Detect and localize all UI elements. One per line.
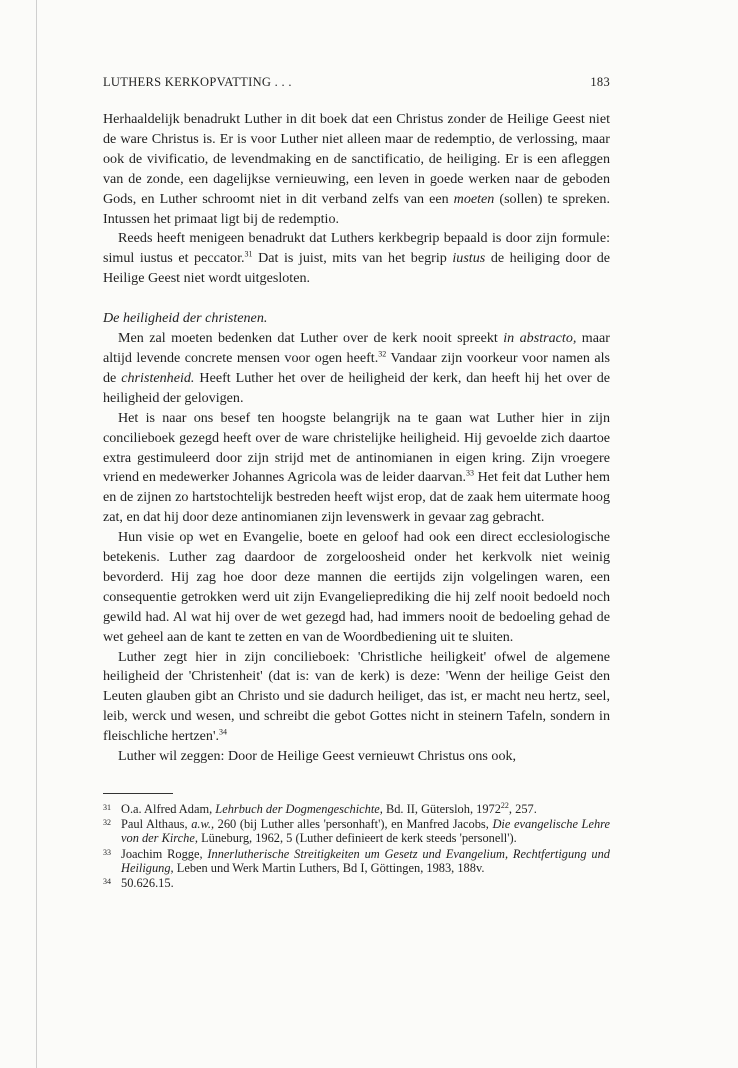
- text-run: O.a. Alfred Adam,: [121, 802, 216, 816]
- footnote-separator: [103, 793, 173, 794]
- text-run: Paul Althaus,: [121, 817, 192, 832]
- footnote-31: 31 O.a. Alfred Adam, Lehrbuch der Dogmengeschichte, Bd. II, Gütersloh, 1972$^{22}$, 257.: [103, 800, 537, 816]
- paragraph-1: [103, 110, 610, 229]
- emphasis: iustus: [452, 250, 486, 267]
- paragraph-4: [103, 409, 610, 528]
- text-run: 50.626.15.: [121, 876, 174, 891]
- text-run: Luther zegt hier in zijn concilieboek: 'Christliche heiligkeit' ofwel de algemene heiligheid der 'Christenheit' (dat is: van de kerk) is deze: 'Wenn der heilige Geist den Leuten glauben gibt an Christo und sie dadurch heiliget, das ist, er macht neu hertz, seel, leib, werck und wesen, und schreibt die gebot Gottes nicht in steinern Tafeln, sondern in fleischliche hertzen'.: [103, 648, 610, 745]
- text-run: Herhaaldelijk benadrukt Luther in dit boek dat een Christus zonder de Heilige Geest niet de ware Christus is. Er is voor Luther niet alleen maar de redemptio, de verlossing, maar ook de vivificatio, de levendmaking en de sanctificatio, de heiliging. Er is een afleggen van de zonde, een dagelijkse vernieuwing, een leven in goede werken naar de geboden Gods, en Luther schroomt niet in dit verband zelfs van een: [103, 111, 610, 207]
- edition-superscript: 22: [500, 800, 509, 810]
- text-run: Het is naar ons besef ten hoogste belangrijk na te gaan wat Luther hier in zijn concilieboek gezegd heeft over de ware christelijke heiligheid. Hij gevoelde zich daartoe extra gestimuleerd door zijn strijd met de antinomianen in eigen kring. Zijn vroegere vriend en medewerker Johannes Agricola was de leider daarvan.: [103, 409, 610, 486]
- running-head: [103, 72, 610, 92]
- text-run: Men zal moeten bedenken dat Luther over de kerk nooit spreekt: [118, 330, 504, 347]
- emphasis: Innerlutherische Streitigkeiten um Gesetz und Evangelium, Rechtfertigung und Heiligung,: [121, 846, 610, 875]
- paragraph-6: [103, 648, 610, 748]
- body-text: [103, 110, 610, 767]
- text-run: Reeds heeft menigeen benadrukt dat Luthers kerkbegrip bepaald is door zijn formule: simul iustus et peccator.: [103, 230, 610, 267]
- emphasis: in abstracto,: [503, 330, 577, 347]
- text-run: Vandaar zijn voorkeur voor namen als de: [103, 349, 610, 386]
- emphasis: Die evangelische Lehre von der Kirche,: [121, 817, 610, 846]
- emphasis: moeten: [453, 190, 495, 207]
- footnote-ref: 34: [219, 727, 228, 737]
- footnotes: [103, 802, 610, 890]
- footnote-33: 33 Joachim Rogge, Innerlutherische Streitigkeiten um Gesetz und Evangelium, Rechtfertigung und Heiligung, Leben und Werk Martin Luthers, Bd I, Göttingen, 1983, 188v.: [103, 846, 610, 875]
- text-run: , 257.: [508, 802, 537, 816]
- text-run: Het feit dat Luther hem en de zijnen zo hartstochtelijk bestreden heeft wijst erop, dat de zaak hem uitermate hoog zat, en dat hij door deze antinomianen zijn levenswerk in gevaar zag gebracht.: [103, 469, 611, 526]
- text-run: Dat is juist, mits van het begrip: [252, 250, 453, 267]
- page-edge-line: [36, 0, 37, 1068]
- text-run: Heeft Luther het over de heiligheid der kerk, dan heeft hij het over de heiligheid der gelovigen.: [103, 369, 610, 406]
- footnote-ref: 32: [378, 349, 387, 359]
- text-run: Joachim Rogge,: [121, 846, 208, 861]
- text-run: Lüneburg, 1962, 5 (Luther definieert de kerk steeds 'personell').: [197, 831, 517, 846]
- book-page: [103, 72, 610, 891]
- footnote-ref: 33: [466, 468, 475, 478]
- paragraph-3: [103, 329, 610, 409]
- text-run: (sollen) te spreken. Intussen het primaat ligt bij de redemptio.: [103, 190, 610, 227]
- emphasis: a.w.,: [191, 817, 215, 832]
- section-heading: De heiligheid der christenen.: [103, 310, 268, 327]
- footnote-34: 34 50.626.15.: [103, 876, 174, 891]
- text-run: Bd. II, Gütersloh, 1972: [382, 802, 501, 816]
- text-run: Leben und Werk Martin Luthers, Bd I, Göttingen, 1983, 188v.: [173, 860, 485, 875]
- emphasis: christenheid.: [121, 369, 195, 386]
- footnote-32: 32 Paul Althaus, a.w., 260 (bij Luther alles 'personhaft'), en Manfred Jacobs, Die evangelische Lehre von der Kirche, Lüneburg, 1962, 5 (Luther definieert de kerk steeds 'personell').: [103, 817, 610, 846]
- footnote-ref: 31: [244, 249, 253, 259]
- paragraph-5: Hun visie op wet en Evangelie, boete en geloof had ook een direct ecclesiologische betekenis. Luther zag daardoor de zorgeloosheid onder het kerkvolk niet weinig bevorderd. Hij zag hoe door deze mannen die eertijds zijn volgelingen waren, een consequentie getrokken werd uit zijn Evangelieprediking die hij zelf nooit bedoeld noch gewild had. Al wat hij over de wet gezegd had, had immers nooit de bedoeling gehad de wet geheel aan de kant te zetten en van de Woordbediening uit te sluiten.: [103, 529, 610, 645]
- page-number: 183: [590, 75, 610, 89]
- text-run: maar altijd levende concrete mensen voor ogen heeft.: [103, 330, 610, 366]
- text-run: de heiliging door de Heilige Geest niet wordt uitgesloten.: [103, 250, 611, 287]
- running-title: LUTHERS KERKOPVATTING . . .: [103, 75, 292, 89]
- paragraph-2: [103, 229, 610, 289]
- paragraph-7: Luther wil zeggen: Door de Heilige Geest vernieuwt Christus ons ook,: [118, 748, 517, 765]
- emphasis: Lehrbuch der Dogmengeschichte,: [215, 802, 383, 816]
- text-run: 260 (bij Luther alles 'personhaft'), en Manfred Jacobs,: [214, 817, 493, 832]
